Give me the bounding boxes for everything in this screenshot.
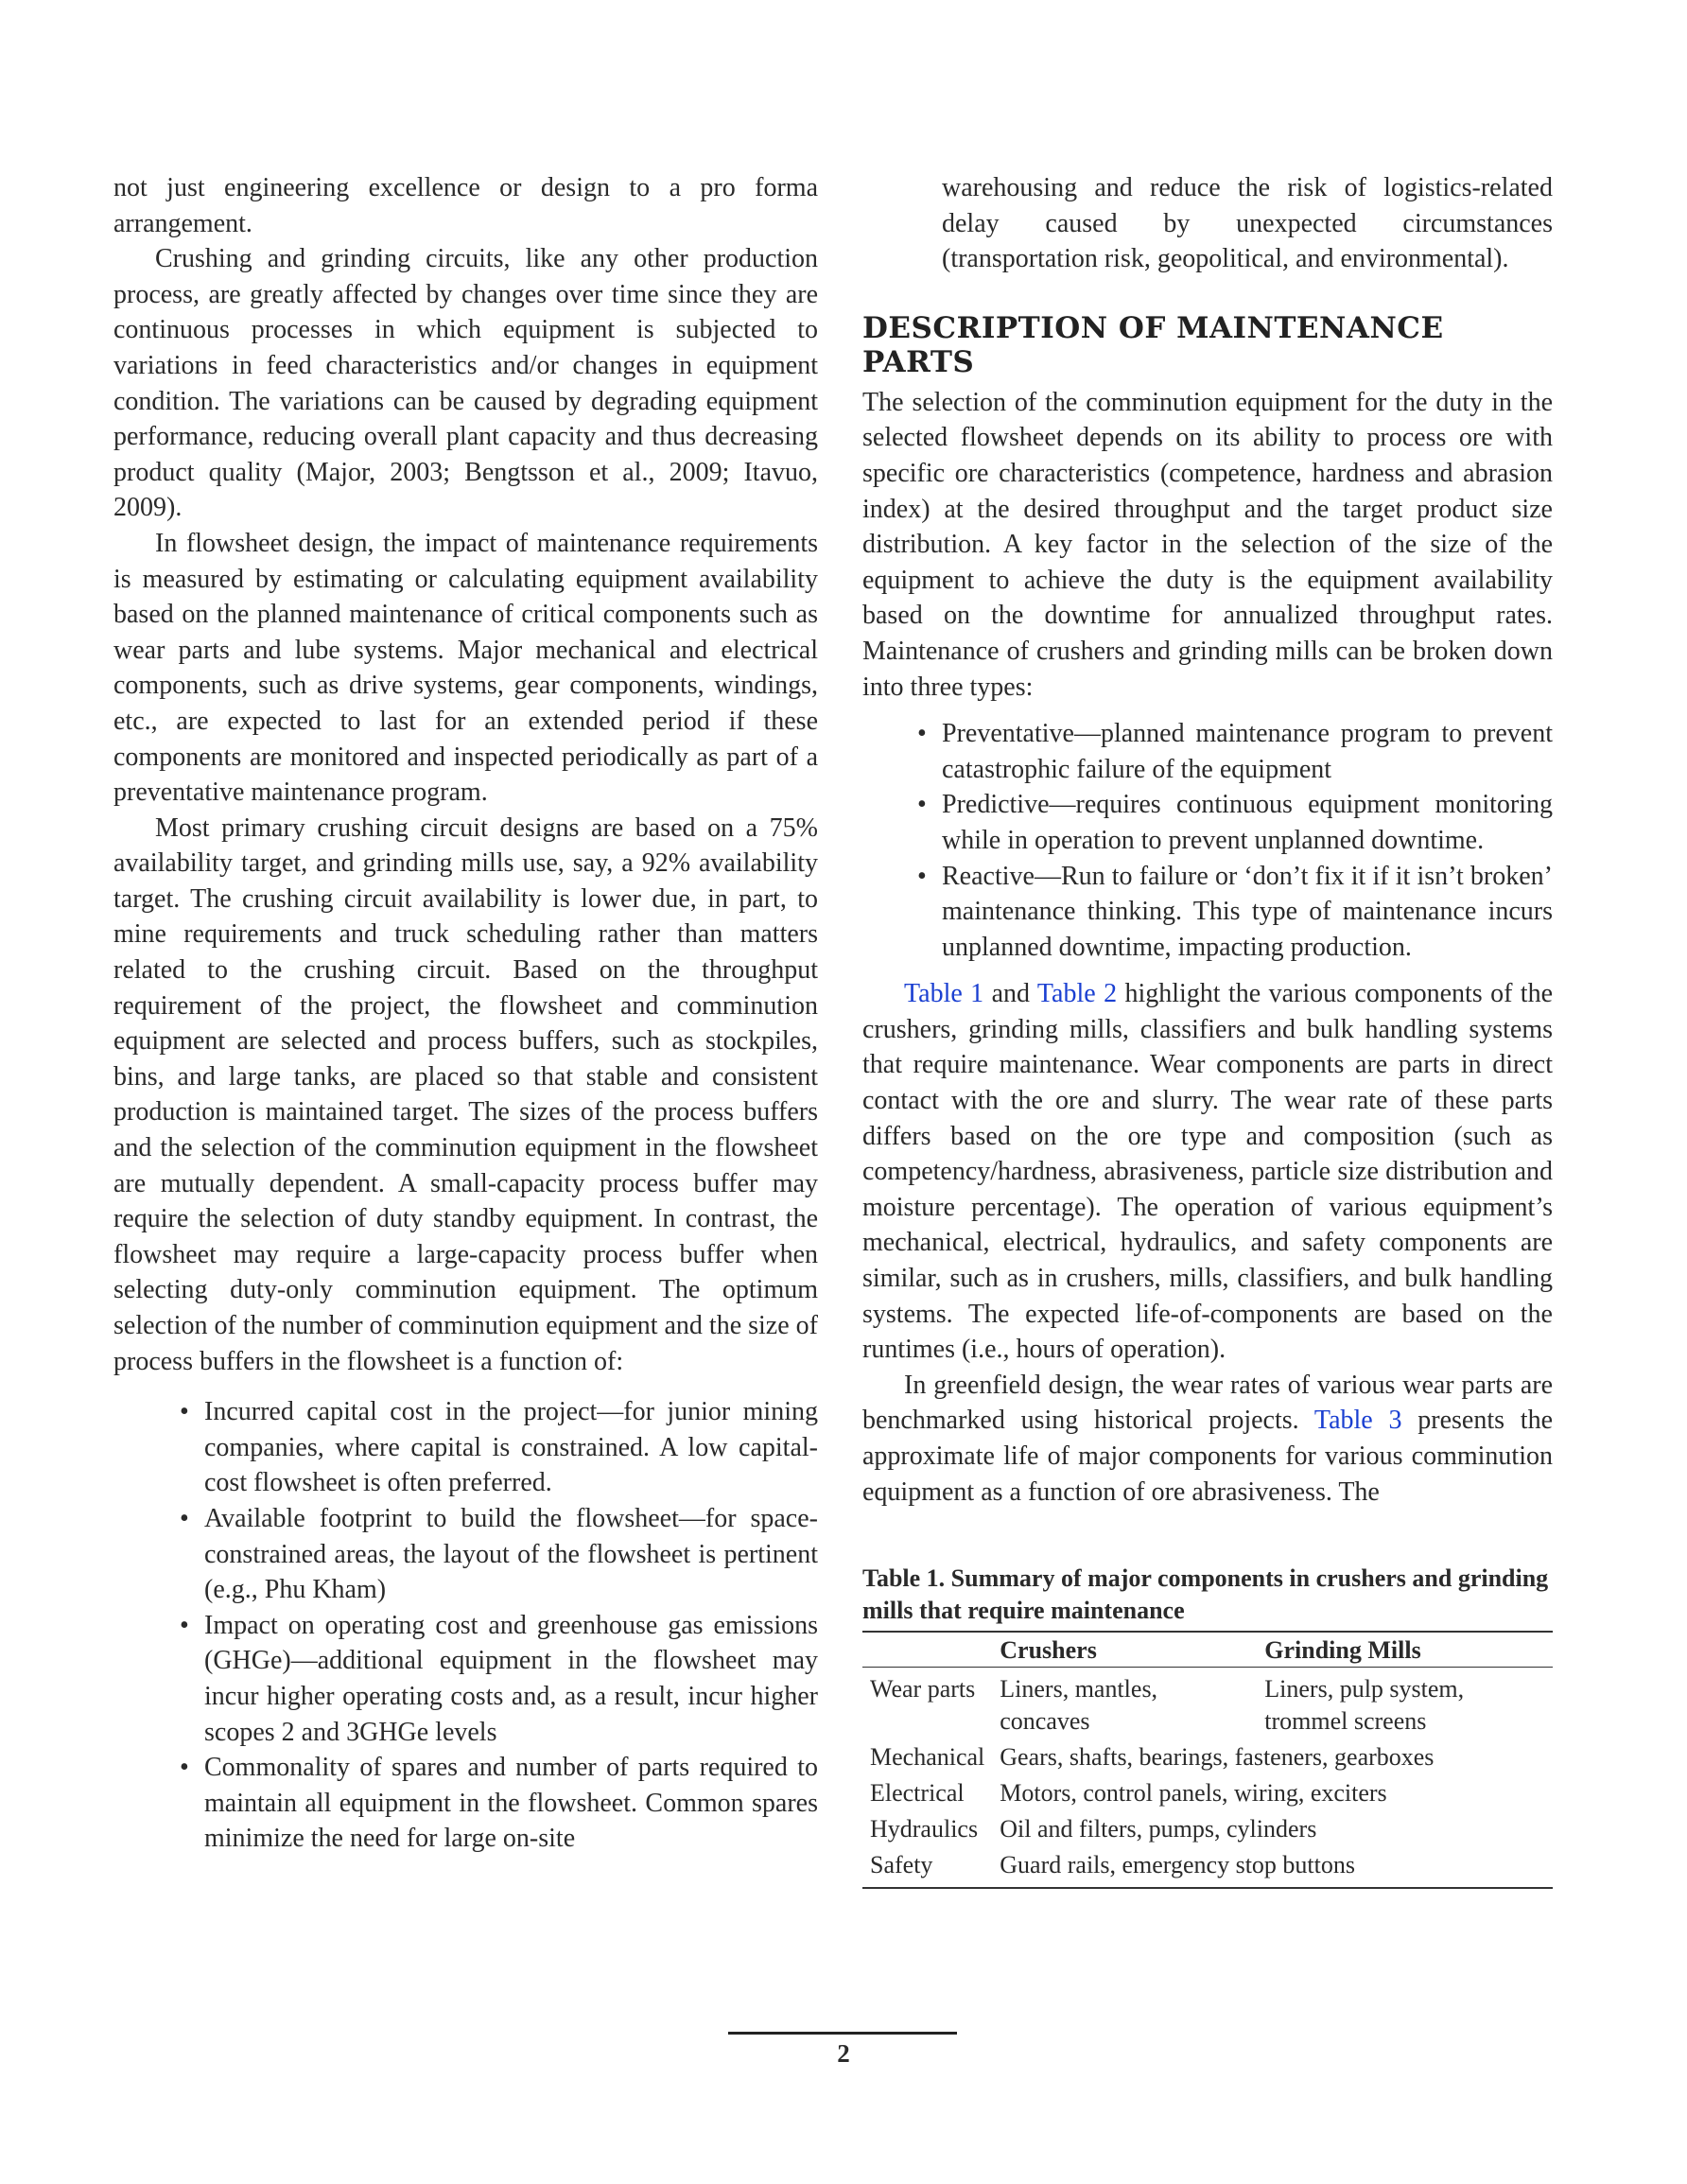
data-table — [862, 1631, 1553, 1889]
table-cell: Electrical — [870, 1779, 965, 1808]
list-item: • Commonality of spares and number of parts required to maintain all equipment in the flowsheet. Common spares minimize the need for large on-site — [204, 1750, 818, 1857]
column-header: Crushers — [992, 1632, 1257, 1668]
bullet-icon: • — [917, 861, 927, 891]
bullet-list — [180, 1394, 818, 1857]
table-caption: Table 1. Summary of major components in crushers and grinding mills that require maintenance — [862, 1564, 1549, 1625]
table-row — [862, 1739, 1553, 1775]
column-header: Grinding Mills — [1257, 1632, 1553, 1668]
table-row — [862, 1811, 1553, 1847]
paragraph: Table 1 and Table 2 highlight the various components of the crushers, grinding mills, classifiers and bulk handling systems that require maintenance. Wear components are parts in direct contact with the ore and slurry. The wear rate of these parts differs based on the ore type and composition (such as competency/hardness, abrasiveness, particle size distribution and moisture percentage). The operation of various equipment’s mechanical, electrical, hydraulics, and safety components are similar, such as in crushers, mills, classifiers, and bulk handling systems. The expected life-of-components are based on the runtimes (i.e., hours of operation). — [862, 979, 1554, 1365]
list-item: • Impact on operating cost and greenhouse gas emissions (GHGe)—additional equipment in the flowsheet may incur higher operating costs and, as a result, incur higher scopes 2 and 3GHGe levels — [204, 1608, 818, 1750]
bullet-icon: • — [180, 1610, 189, 1640]
table-2-link[interactable]: Table 2 — [1036, 979, 1118, 1009]
paragraph: not just engineering excellence or design to a pro forma arrangement. — [113, 173, 818, 238]
paragraph: In flowsheet design, the impact of maintenance requirements is measured by estimating or calculating equipment availability based on the planned maintenance of critical components such as wear parts and lube systems. Major mechanical and electrical components, such as drive systems, gear components, windings, etc., are expected to last for an extended period if these components are monitored and inspected periodically as part of a preventative maintenance program. — [113, 528, 818, 808]
bullet-icon: • — [180, 1397, 189, 1427]
list-item: • Predictive—requires continuous equipment monitoring while in operation to prevent unplanned downtime. — [942, 787, 1553, 858]
list-item: • Preventative—planned maintenance program to prevent catastrophic failure of the equipment — [942, 716, 1553, 787]
table-row — [862, 1668, 1553, 1740]
column-header — [862, 1632, 992, 1668]
list-item: • Available footprint to build the flowsheet—for space-constrained areas, the layout of the flowsheet is pertinent (e.g., Phu Kham) — [204, 1501, 818, 1608]
bullet-icon: • — [180, 1753, 189, 1783]
paragraph: Most primary crushing circuit designs are based on a 75% availability target, and grinding mills use, say, a 92% availability target. The crushing circuit availability is lower due, in part, to mine requirements and truck scheduling rather than matters related to the crushing circuit. Based on the throughput requirement of the project, the flowsheet and comminution equipment are selected and process buffers, such as stockpiles, bins, and large tanks, are placed so that stable and consistent production is maintained target. The sizes of the process buffers and the selection of the comminution equipment in the flowsheet are mutually dependent. A small-capacity process buffer may require the selection of duty standby equipment. In contrast, the flowsheet may require a large-capacity process buffer when selecting duty-only comminution equipment. The optimum selection of the number of comminution equipment and the size of process buffers in the flowsheet is a function of: — [113, 812, 818, 1376]
table-cell: Liners, pulp system, trommel screens — [1264, 1675, 1465, 1736]
table-cell: Motors, control panels, wiring, exciters — [1000, 1779, 1387, 1808]
footer-divider — [728, 2032, 957, 2035]
paragraph: Crushing and grinding circuits, like any other production process, are greatly affected by changes over time since they are continuous processes in which equipment is subjected to variations in feed characteristics and/or changes in equipment condition. The variations can be caused by degrading equipment performance, reducing overall plant capacity and thus decreasing product quality (Major, 2003; Bengtsson et al., 2009; Itavuo, 2009). — [113, 244, 818, 523]
table-cell: Hydraulics — [870, 1815, 979, 1843]
table-cell: Safety — [862, 1847, 992, 1888]
table-cell: Mechanical — [870, 1743, 985, 1772]
table-cell: Oil and filters, pumps, cylinders — [1000, 1815, 1317, 1843]
table-1 — [862, 1563, 1553, 1889]
table-cell: Liners, mantles, concaves — [1000, 1675, 1158, 1736]
table-row — [862, 1847, 1553, 1888]
table-cell: Guard rails, emergency stop buttons — [992, 1847, 1553, 1888]
right-column — [862, 170, 1553, 1889]
table-1-link[interactable]: Table 1 — [904, 979, 984, 1009]
bullet-continuation: warehousing and reduce the risk of logistics-related delay caused by unexpected circumstances (transportation risk, geopolitical, and environmental). — [942, 173, 1553, 274]
bullet-icon: • — [180, 1503, 189, 1533]
paragraph: The selection of the comminution equipment for the duty in the selected flowsheet depends on its ability to process ore with specific ore characteristics (competence, hardness and abrasion index) at the desired throughput and the target product size distribution. A key factor in the selection of the size of the equipment to achieve the duty is the equipment availability based on the downtime for annualized throughput rates. Maintenance of crushers and grinding mills can be broken down into three types: — [862, 387, 1553, 702]
table-header-row — [862, 1632, 1553, 1668]
bullet-list — [917, 716, 1553, 965]
bullet-icon: • — [917, 719, 927, 749]
bullet-icon: • — [917, 790, 927, 820]
paragraph: In greenfield design, the wear rates of various wear parts are benchmarked using historical projects. Table 3 presents the approximate life of major components for various comminution equipment as a function of ore abrasiveness. The — [862, 1370, 1553, 1507]
left-column — [113, 170, 818, 1857]
section-heading: DESCRIPTION OF MAINTENANCE PARTS — [862, 310, 1444, 379]
table-3-link[interactable]: Table 3 — [1313, 1406, 1402, 1436]
table-cell: Wear parts — [870, 1675, 976, 1704]
page-number: 2 — [837, 2039, 850, 2068]
list-item: • Reactive—Run to failure or ‘don’t fix it if it isn’t broken’ maintenance thinking. This type of maintenance incurs unplanned downtime, impacting production. — [942, 859, 1553, 966]
table-cell: Gears, shafts, bearings, fasteners, gearboxes — [1000, 1743, 1435, 1772]
list-item: • Incurred capital cost in the project—for junior mining companies, where capital is constrained. A low capital-cost flowsheet is often preferred. — [204, 1394, 818, 1501]
table-row — [862, 1775, 1553, 1811]
